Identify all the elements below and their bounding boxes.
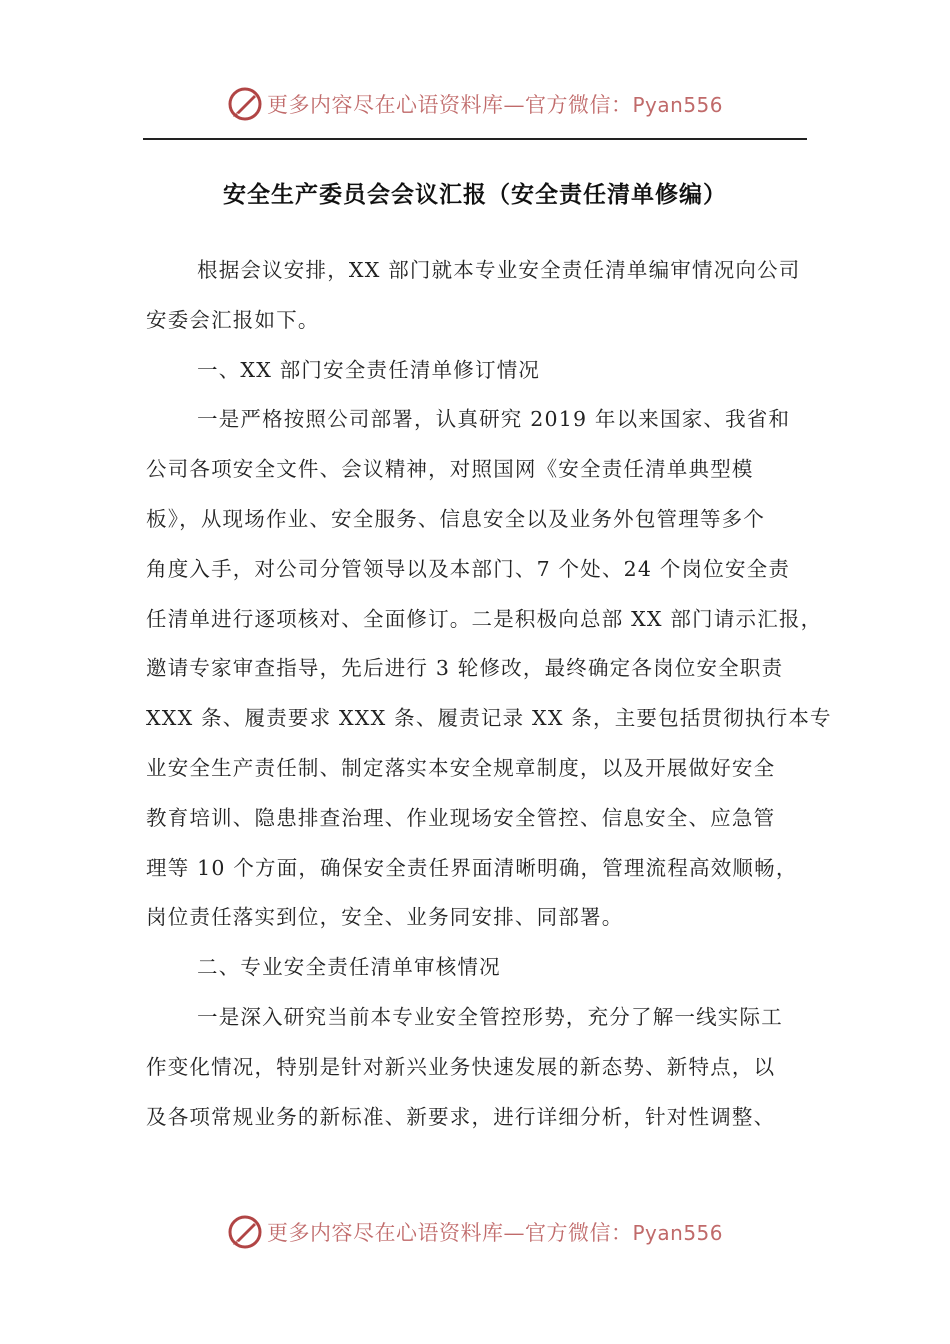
body-line: 岗位责任落实到位，安全、业务同安排、同部署。 (146, 905, 624, 930)
wechat-id: Pyan556 (632, 1221, 723, 1245)
section-heading: 一、XX 部门安全责任清单修订情况 (197, 357, 541, 382)
watermark-slogan: 更多内容尽在心语资料库—官方微信： (266, 93, 633, 117)
body-line: 教育培训、隐患排查治理、作业现场安全管控、信息安全、应急管 (146, 805, 776, 830)
body-line: 业安全生产责任制、制定落实本安全规章制度，以及开展做好安全 (146, 755, 776, 780)
watermark-slogan: 更多内容尽在心语资料库—官方微信： (266, 1221, 633, 1245)
body-line: 一是严格按照公司部署，认真研究 2019 年以来国家、我省和 (197, 407, 791, 432)
quill-pen-circle-icon (227, 1214, 263, 1250)
header-divider (143, 138, 807, 140)
body-line: 安委会汇报如下。 (146, 307, 320, 332)
body-line: 作变化情况，特别是针对新兴业务快速发展的新态势、新特点，以 (146, 1054, 776, 1079)
body-line: 理等 10 个方面，确保安全责任界面清晰明确，管理流程高效顺畅， (146, 855, 798, 880)
document-body (146, 246, 832, 1142)
body-line: 及各项常规业务的新标准、新要求，进行详细分析，针对性调整、 (146, 1104, 776, 1129)
body-line: 角度入手，对公司分管领导以及本部门、7 个处、24 个岗位安全责 (146, 556, 791, 581)
body-line: 根据会议安排，XX 部门就本专业安全责任清单编审情况向公司 (197, 258, 801, 282)
section-heading: 二、专业安全责任清单审核情况 (197, 955, 501, 980)
document-title: 安全生产委员会会议汇报（安全责任清单修编） (223, 182, 727, 208)
body-line: 邀请专家审查指导，先后进行 3 轮修改，最终确定各岗位安全职责 (146, 656, 784, 681)
body-line: XXX 条、履责要求 XXX 条、履责记录 XX 条，主要包括贯彻执行本专 (146, 706, 832, 731)
body-line: 公司各项安全文件、会议精神，对照国网《安全责任清单典型模 (146, 457, 754, 482)
body-line: 一是深入研究当前本专业安全管控形势，充分了解一线实际工 (197, 1004, 783, 1029)
body-line: 板》，从现场作业、安全服务、信息安全以及业务外包管理等多个 (146, 506, 766, 531)
watermark-text (267, 1217, 723, 1247)
quill-pen-circle-icon (227, 86, 263, 122)
header-watermark-banner (0, 84, 950, 124)
wechat-id: Pyan556 (632, 93, 723, 117)
body-line: 任清单进行逐项核对、全面修订。二是积极向总部 XX 部门请示汇报， (146, 606, 823, 631)
watermark-text (267, 89, 723, 119)
footer-watermark-banner (0, 1212, 950, 1252)
